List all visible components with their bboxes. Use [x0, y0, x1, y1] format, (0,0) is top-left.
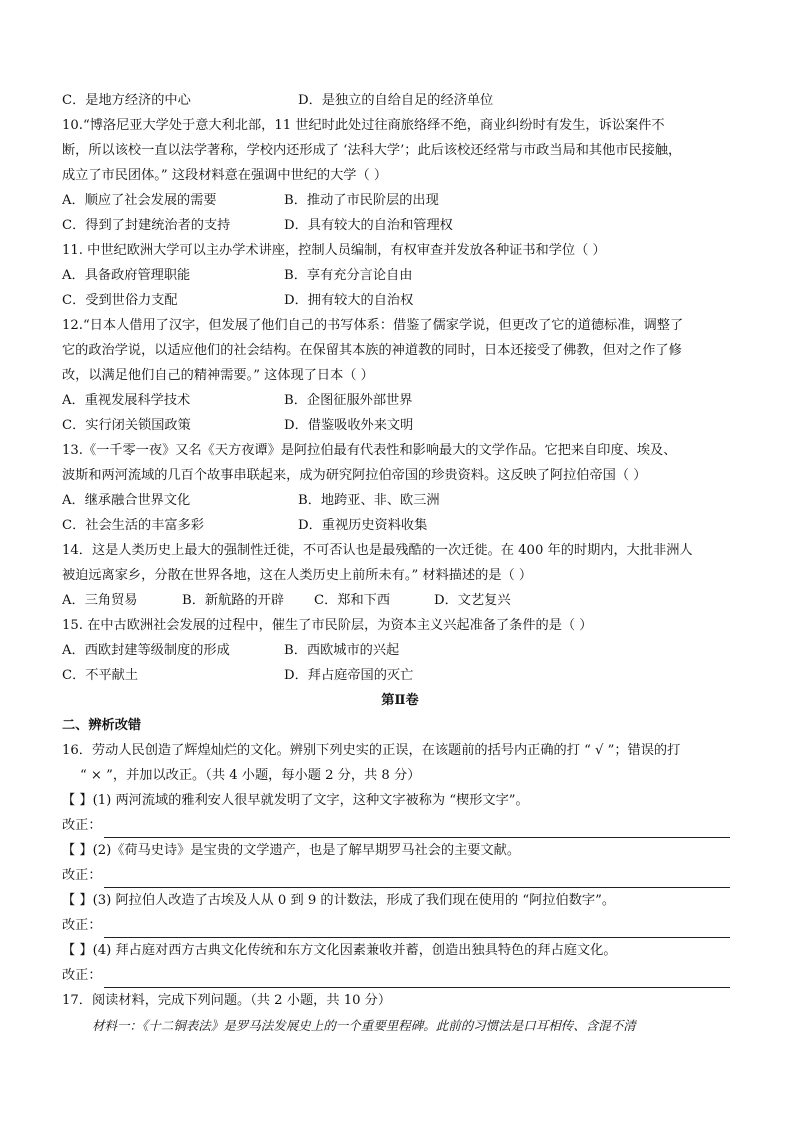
- q16-item-3: 【 】(3) 阿拉伯人改造了古埃及人从 0 到 9 的计数法，形成了我们现在使用的 “阿拉伯数字”。: [62, 893, 616, 908]
- q16-fix-row-2: [62, 863, 738, 888]
- q14-option-c: C．郑和下西: [314, 593, 391, 608]
- q11-option-a: A．具备政府管理职能: [62, 268, 191, 283]
- q12-option-a: A．重视发展科学技术: [62, 393, 191, 408]
- q10-stem-1: 10.“博洛尼亚大学处于意大利北部，11 世纪时此处过往商旅络绎不绝，商业纠纷时有发生，诉讼案件不: [62, 118, 665, 133]
- q16-item-2: 【 】(2)《荷马史诗》是宝贵的文学遗产，也是了解早期罗马社会的主要文献。: [62, 843, 521, 858]
- q14-option-d: D．文艺复兴: [434, 593, 511, 608]
- volume2-title: 第Ⅱ卷: [381, 693, 419, 708]
- q15-stem: 15. 在中古欧洲社会发展的过程中，催生了市民阶层，为资本主义兴起准备了条件的是（ ）: [62, 618, 593, 633]
- q14-stem-2: 被迫远离家乡，分散在世界各地，这在人类历史上前所未有。” 材料描述的是（ ）: [62, 568, 533, 583]
- q14-stem-1: 14．这是人类历史上最大的强制性迁徙，不可否认也是最残酷的一次迁徙。在 400 年的时期内，大批非洲人: [62, 543, 693, 558]
- q15-option-d: D．拜占庭帝国的灭亡: [284, 668, 414, 683]
- exam-page: [62, 88, 738, 1038]
- q16-fix-row-4: [62, 963, 738, 988]
- q16-fix-input-2[interactable]: [104, 870, 730, 888]
- q13-option-d: D．重视历史资料收集: [298, 518, 428, 533]
- q13-stem-1: 13.《一千零一夜》又名《天方夜谭》是阿拉伯最有代表性和影响最大的文学作品。它把来自印度、埃及、: [62, 443, 677, 458]
- section2-title: 二、辨析改错: [62, 718, 142, 733]
- q15-option-b: B．西欧城市的兴起: [284, 643, 400, 658]
- q11-options-row-2: [62, 288, 738, 313]
- q16-fix-input-1[interactable]: [104, 820, 730, 838]
- q14-option-a: A．三角贸易: [62, 593, 138, 608]
- q16-fix-row-1: [62, 813, 738, 838]
- q13-stem-2: 波斯和两河流域的几百个故事串联起来，成为研究阿拉伯帝国的珍贵资料。这反映了阿拉伯帝国（ ）: [62, 468, 647, 483]
- q16-fix-label: 改正：: [62, 968, 102, 983]
- q14-option-b: B．新航路的开辟: [182, 593, 285, 608]
- q14-options-row: [62, 588, 738, 613]
- q16-item-1: 【 】(1) 两河流域的雅利安人很早就发明了文字，这种文字被称为 “楔形文字”。: [62, 793, 529, 808]
- q16-stem-2: “ × ”，并加以改正。（共 4 小题，每小题 2 分，共 8 分）: [80, 768, 421, 783]
- q16-fix-input-4[interactable]: [104, 970, 730, 988]
- q12-stem-3: 改，以满足他们自己的精神需要。” 这体现了日本（ ）: [62, 368, 374, 383]
- q12-option-c: C．实行闭关锁国政策: [62, 418, 191, 433]
- q17-material-1: 材料一：《十二铜表法》是罗马法发展史上的一个重要里程碑。此前的习惯法是口耳相传、含混不清: [92, 1018, 636, 1033]
- q9-options-row: [62, 88, 738, 113]
- q13-options-row-2: [62, 513, 738, 538]
- q13-option-b: B．地跨亚、非、欧三洲: [298, 493, 440, 508]
- q15-options-row-1: [62, 638, 738, 663]
- q16-fix-row-3: [62, 913, 738, 938]
- q10-options-row-1: [62, 188, 738, 213]
- q10-option-c: C．得到了封建统治者的支持: [62, 218, 231, 233]
- q16-fix-label: 改正：: [62, 918, 102, 933]
- q11-option-c: C．受到世俗力支配: [62, 293, 178, 308]
- q17-stem: 17．阅读材料，完成下列问题。（共 2 小题，共 10 分）: [62, 993, 392, 1008]
- q15-option-c: C．不平献土: [62, 668, 139, 683]
- q11-stem: 11. 中世纪欧洲大学可以主办学术讲座，控制人员编制，有权审查并发放各种证书和学位（ ）: [62, 243, 606, 258]
- q11-option-d: D．拥有较大的自治权: [284, 293, 414, 308]
- q9-option-d: D．是独立的自给自足的经济单位: [298, 93, 494, 108]
- q12-options-row-2: [62, 413, 738, 438]
- q12-option-d: D．借鉴吸收外来文明: [284, 418, 414, 433]
- q10-option-d: D．具有较大的自治和管理权: [284, 218, 453, 233]
- q16-item-4: 【 】(4) 拜占庭对西方古典文化传统和东方文化因素兼收并蓄，创造出独具特色的拜占庭文化。: [62, 943, 617, 958]
- q16-stem-1: 16．劳动人民创造了辉煌灿烂的文化。辨别下列史实的正误，在该题前的括号内正确的打 “ √ ”；错误的打: [62, 743, 681, 758]
- q10-option-b: B．推动了市民阶层的出现: [284, 193, 439, 208]
- q12-options-row-1: [62, 388, 738, 413]
- q11-options-row-1: [62, 263, 738, 288]
- q9-option-c: C．是地方经济的中心: [62, 93, 191, 108]
- q15-option-a: A．西欧封建等级制度的形成: [62, 643, 230, 658]
- q16-fix-input-3[interactable]: [104, 920, 730, 938]
- q10-stem-3: 成立了市民团体。” 这段材料意在强调中世纪的大学（ ）: [62, 168, 388, 183]
- q15-options-row-2: [62, 663, 738, 688]
- q13-option-a: A．继承融合世界文化: [62, 493, 191, 508]
- q11-option-b: B．享有充分言论自由: [284, 268, 413, 283]
- q16-fix-label: 改正：: [62, 868, 102, 883]
- q12-option-b: B．企图征服外部世界: [284, 393, 413, 408]
- q10-stem-2: 断，所以该校一直以法学著称，学校内还形成了 ‘法科大学’；此后该校还经常与市政当局和其他市民接触，: [62, 143, 682, 158]
- q12-stem-1: 12.“日本人借用了汉字，但发展了他们自己的书写体系：借鉴了儒家学说，但更改了它的道德标准，调整了: [62, 318, 684, 333]
- q16-fix-label: 改正：: [62, 818, 102, 833]
- q13-option-c: C．社会生活的丰富多彩: [62, 518, 204, 533]
- q12-stem-2: 它的政治学说，以适应他们的社会结构。在保留其本族的神道教的同时，日本还接受了佛教，但对之作了修: [62, 343, 682, 358]
- q13-options-row-1: [62, 488, 738, 513]
- q10-options-row-2: [62, 213, 738, 238]
- q10-option-a: A．顺应了社会发展的需要: [62, 193, 217, 208]
